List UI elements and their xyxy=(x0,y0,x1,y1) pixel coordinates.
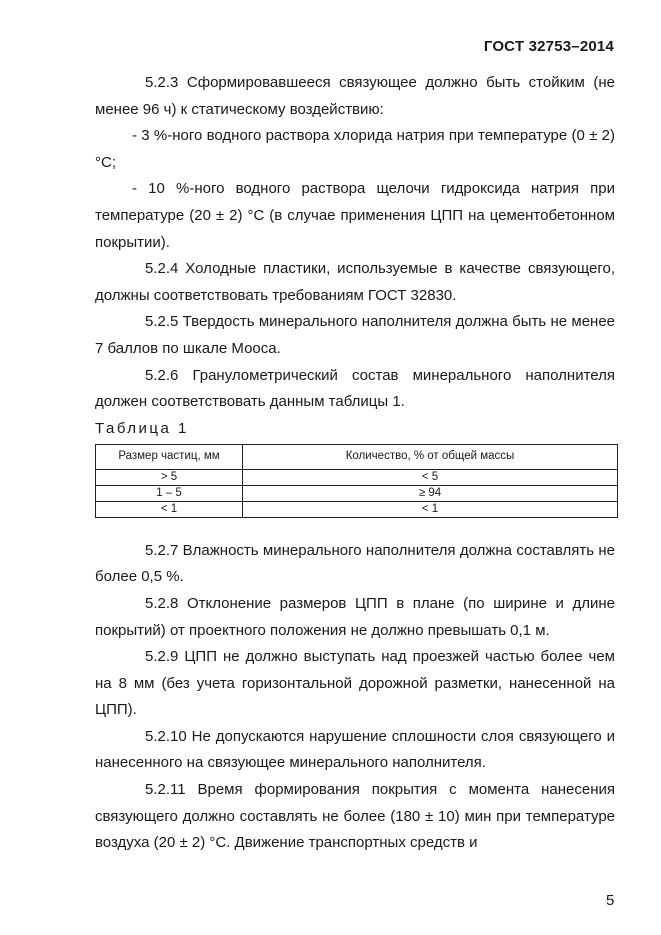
table-cell: < 5 xyxy=(243,469,618,485)
table-row xyxy=(96,501,618,517)
paragraph: 5.2.7 Влажность минерального наполнителя должна составлять не более 0,5 %. xyxy=(95,541,615,586)
table-cell: > 5 xyxy=(96,469,243,485)
paragraph: 5.2.9 ЦПП не должно выступать над проезжей частью более чем на 8 мм (без учета горизонтальной дорожной разметки, нанесенной на ЦПП). xyxy=(95,648,615,719)
paragraph: 5.2.3 Сформировавшееся связующее должно быть стойким (не менее 96 ч) к статическому воздействию: xyxy=(95,74,615,118)
document-code-header: ГОСТ 32753–2014 xyxy=(483,38,614,55)
document-body xyxy=(95,70,615,857)
page-number: 5 xyxy=(606,892,615,909)
paragraphs-before-table xyxy=(95,70,615,416)
table-cell: 1 – 5 xyxy=(96,485,243,501)
table-row xyxy=(96,485,618,501)
table-header-row xyxy=(96,444,618,469)
paragraph: 5.2.4 Холодные пластики, используемые в качестве связующего, должны соответствовать требованиям ГОСТ 32830. xyxy=(95,260,615,304)
table-title: Таблица 1 xyxy=(95,419,189,437)
paragraph: 5.2.6 Гранулометрический состав минерального наполнителя должен соответствовать данным таблицы 1. xyxy=(95,366,615,411)
table-cell: ≥ 94 xyxy=(243,485,618,501)
table-header-cell: Количество, % от общей массы xyxy=(243,444,618,469)
paragraph: - 3 %-ного водного раствора хлорида натрия при температуре (0 ± 2) °С; xyxy=(95,127,615,171)
table-header-cell: Размер частиц, мм xyxy=(96,444,243,469)
paragraph: 5.2.11 Время формирования покрытия с момента нанесения связующего должно составлять не более (180 ± 10) мин при температуре воздуха (20 ± 2) °С. Движение транспортных средств и xyxy=(95,781,615,852)
granulometry-table xyxy=(95,444,618,518)
paragraph: - 10 %-ного водного раствора щелочи гидроксида натрия при температуре (20 ± 2) °С (в случае применения ЦПП на цементобетонном покрытии). xyxy=(95,180,615,251)
table-cell: < 1 xyxy=(96,501,243,517)
paragraph: 5.2.10 Не допускаются нарушение сплошности слоя связующего и нанесенного на связующее минерального наполнителя. xyxy=(95,727,615,772)
paragraph: 5.2.5 Твердость минерального наполнителя должна быть не менее 7 баллов по шкале Мооса. xyxy=(95,313,615,357)
table-cell: < 1 xyxy=(243,501,618,517)
paragraph: 5.2.8 Отклонение размеров ЦПП в плане (по ширине и длине покрытий) от проектного положения не должно превышать 0,1 м. xyxy=(95,594,615,639)
paragraphs-after-table xyxy=(95,538,615,857)
table-row xyxy=(96,469,618,485)
